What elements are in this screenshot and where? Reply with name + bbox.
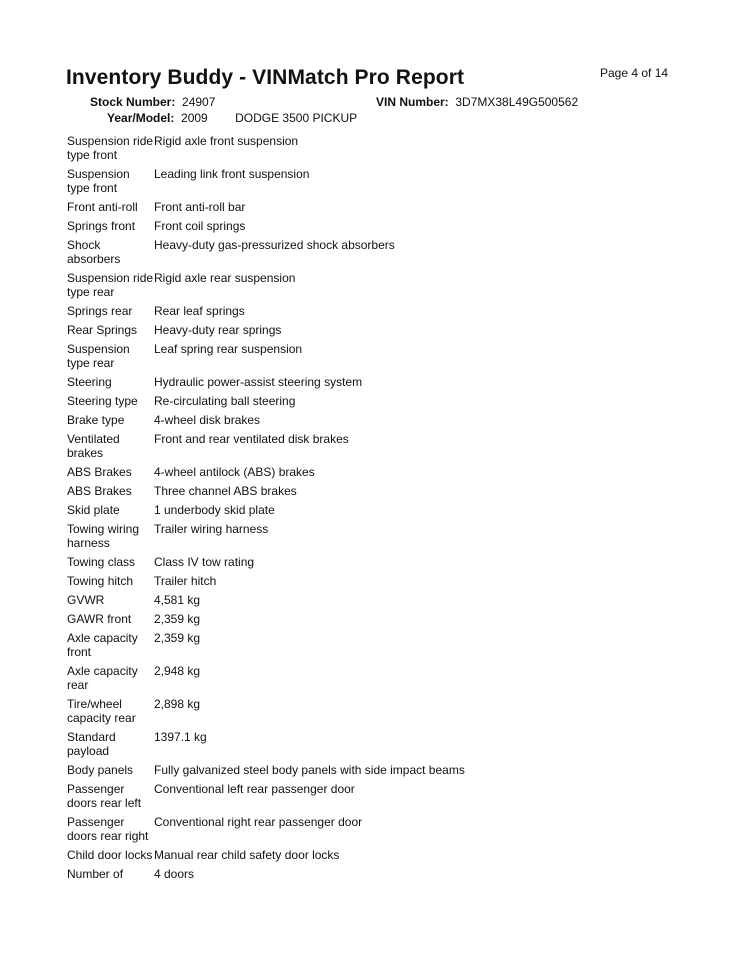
spec-value: 2,948 kg: [154, 664, 201, 678]
spec-row: [67, 697, 677, 725]
spec-value: Class IV tow rating: [154, 555, 255, 569]
spec-label: Shock absorbers: [67, 238, 121, 266]
spec-label: Towing wiring harness: [67, 522, 140, 550]
spec-value: Trailer hitch: [154, 574, 217, 588]
spec-label: Tire/wheel capacity rear: [67, 697, 136, 725]
vin-number-line: [376, 95, 578, 109]
page-number: Page 4 of 14: [600, 66, 669, 80]
stock-number-line: [90, 95, 215, 109]
spec-row: [67, 219, 677, 233]
spec-label: Front anti-roll: [67, 200, 138, 214]
spec-label: Springs rear: [67, 304, 133, 318]
spec-row: [67, 134, 677, 162]
spec-row: [67, 238, 677, 266]
spec-row: [67, 848, 677, 862]
spec-value: 1 underbody skid plate: [154, 503, 275, 517]
year-model-label: Year/Model:: [107, 111, 175, 125]
spec-value: Re-circulating ball steering: [154, 394, 296, 408]
spec-label: Rear Springs: [67, 323, 138, 337]
spec-label: Steering: [67, 375, 112, 389]
stock-number-value: 24907: [182, 95, 216, 109]
spec-value: Leading link front suspension: [154, 167, 310, 181]
spec-label: Body panels: [67, 763, 134, 777]
spec-row: [67, 555, 677, 569]
spec-row: [67, 522, 677, 550]
spec-label: Steering type: [67, 394, 138, 408]
spec-value: 2,359 kg: [154, 631, 201, 645]
spec-label: Passenger doors rear left: [67, 782, 142, 810]
model-value: DODGE 3500 PICKUP: [235, 111, 358, 125]
spec-value: 2,359 kg: [154, 612, 201, 626]
spec-value: 1397.1 kg: [154, 730, 207, 744]
spec-row: [67, 167, 677, 195]
spec-value: Front and rear ventilated disk brakes: [154, 432, 349, 446]
spec-value: Heavy-duty rear springs: [154, 323, 282, 337]
spec-row: [67, 304, 677, 318]
spec-row: [67, 664, 677, 692]
spec-row: [67, 342, 677, 370]
spec-label: Towing hitch: [67, 574, 134, 588]
spec-row: [67, 484, 677, 498]
spec-value: Hydraulic power-assist steering system: [154, 375, 363, 389]
spec-label: Brake type: [67, 413, 125, 427]
spec-label: Suspension ride type front: [67, 134, 154, 162]
vin-number-label: VIN Number:: [376, 95, 449, 109]
spec-value: Rear leaf springs: [154, 304, 245, 318]
spec-value: 4-wheel disk brakes: [154, 413, 261, 427]
spec-row: [67, 631, 677, 659]
spec-value: 2,898 kg: [154, 697, 201, 711]
spec-row: [67, 815, 677, 843]
spec-value: 4 doors: [154, 867, 195, 881]
spec-row: [67, 612, 677, 626]
spec-value: Rigid axle rear suspension: [154, 271, 296, 285]
spec-value: Trailer wiring harness: [154, 522, 269, 536]
spec-value: Fully galvanized steel body panels with side impact beams: [154, 763, 465, 777]
spec-value: Manual rear child safety door locks: [154, 848, 340, 862]
spec-value: Leaf spring rear suspension: [154, 342, 303, 356]
year-value: 2009: [181, 111, 208, 125]
spec-value: Front coil springs: [154, 219, 246, 233]
vin-number-value: 3D7MX38L49G500562: [455, 95, 579, 109]
spec-row: [67, 730, 677, 758]
spec-row: [67, 782, 677, 810]
report-title: Inventory Buddy - VINMatch Pro Report: [66, 66, 465, 89]
spec-label: GAWR front: [67, 612, 132, 626]
spec-label: Suspension type rear: [67, 342, 130, 370]
spec-label: Passenger doors rear right: [67, 815, 149, 843]
spec-row: [67, 323, 677, 337]
spec-row: [67, 375, 677, 389]
spec-label: Towing class: [67, 555, 136, 569]
spec-label: Springs front: [67, 219, 136, 233]
spec-value: 4-wheel antilock (ABS) brakes: [154, 465, 315, 479]
spec-row: [67, 763, 677, 777]
spec-row: [67, 593, 677, 607]
spec-label: Axle capacity rear: [67, 664, 138, 692]
spec-value: Conventional left rear passenger door: [154, 782, 355, 796]
spec-value: Front anti-roll bar: [154, 200, 246, 214]
spec-row: [67, 574, 677, 588]
spec-row: [67, 271, 677, 299]
spec-label: GVWR: [67, 593, 105, 607]
spec-label: Child door locks: [67, 848, 153, 862]
spec-value: Heavy-duty gas-pressurized shock absorbers: [154, 238, 395, 252]
spec-value: Conventional right rear passenger door: [154, 815, 363, 829]
spec-value: Rigid axle front suspension: [154, 134, 299, 148]
spec-row: [67, 867, 677, 881]
spec-label: Suspension type front: [67, 167, 130, 195]
spec-label: Skid plate: [67, 503, 120, 517]
spec-row: [67, 432, 677, 460]
spec-row: [67, 200, 677, 214]
stock-number-label: Stock Number:: [90, 95, 176, 109]
spec-label: ABS Brakes: [67, 484, 132, 498]
year-model-line: [107, 111, 357, 125]
spec-row: [67, 394, 677, 408]
spec-value: 4,581 kg: [154, 593, 201, 607]
spec-label: Suspension ride type rear: [67, 271, 154, 299]
spec-row: [67, 503, 677, 517]
spec-label: Axle capacity front: [67, 631, 138, 659]
spec-row: [67, 465, 677, 479]
spec-label: ABS Brakes: [67, 465, 132, 479]
spec-label: Number of: [67, 867, 124, 881]
spec-row: [67, 413, 677, 427]
spec-label: Ventilated brakes: [67, 432, 120, 460]
spec-label: Standard payload: [67, 730, 116, 758]
spec-table: [67, 134, 677, 886]
spec-value: Three channel ABS brakes: [154, 484, 297, 498]
